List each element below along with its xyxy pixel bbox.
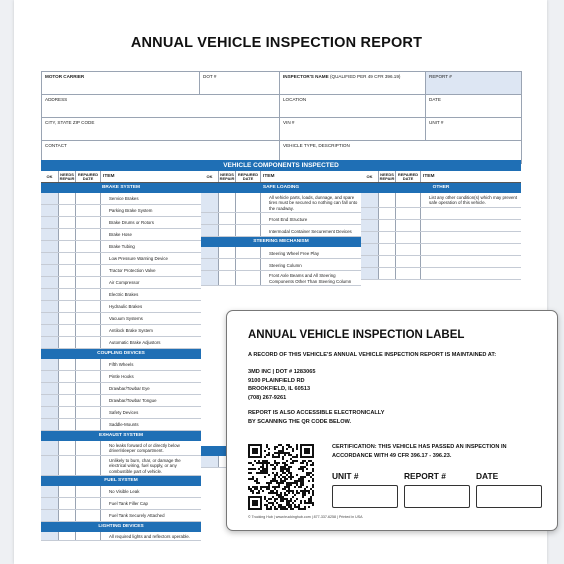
section-header: FUEL SYSTEM: [41, 476, 201, 486]
inspector-field[interactable]: INSPECTOR'S NAME (QUALIFIED PER 49 CFR 396.19): [280, 72, 426, 95]
column-3: [361, 171, 521, 280]
components-title-bar: VEHICLE COMPONENTS INSPECTED: [41, 160, 521, 171]
checklist-item-label: All required lights and reflectors operable.: [109, 534, 191, 540]
label-unit-caption: UNIT #: [332, 471, 359, 481]
col-header-repaired-date: REPAIRED DATE: [76, 171, 101, 182]
ok-checkbox[interactable]: [41, 253, 59, 264]
label-phone: (708) 267-9261: [248, 395, 287, 401]
needs-repair-checkbox[interactable]: [219, 193, 236, 212]
needs-repair-checkbox[interactable]: [219, 213, 236, 224]
ok-checkbox[interactable]: [41, 325, 59, 336]
ok-checkbox[interactable]: [41, 395, 59, 406]
ok-checkbox[interactable]: [41, 313, 59, 324]
checklist-item-blank[interactable]: [421, 220, 521, 231]
checklist-row: [41, 383, 201, 395]
checklist-row: [41, 301, 201, 313]
col-header-ok: OK: [361, 171, 379, 182]
blank-row: [361, 268, 521, 280]
ok-checkbox[interactable]: [361, 193, 379, 207]
checklist-row: [201, 259, 361, 271]
label-cert-1: CERTIFICATION: THIS VEHICLE HAS PASSED AN INSPECTION IN: [332, 444, 507, 450]
checklist-item-label: Fuel Tank Securely Attached: [109, 513, 165, 519]
needs-repair-checkbox[interactable]: [59, 395, 76, 406]
ok-checkbox[interactable]: [41, 265, 59, 276]
checklist-item-label: Brake Tubing: [109, 244, 135, 250]
repaired-date-cell[interactable]: [76, 498, 101, 509]
blank-row: [361, 232, 521, 244]
checklist-item-blank[interactable]: [421, 268, 521, 279]
section-header: BRAKE SYSTEM: [41, 183, 201, 193]
needs-repair-checkbox[interactable]: [379, 244, 396, 255]
col-header-repaired-date: REPAIRED DATE: [396, 171, 421, 182]
ok-checkbox[interactable]: [361, 256, 379, 267]
needs-repair-checkbox[interactable]: [59, 301, 76, 312]
repaired-date-cell[interactable]: [76, 277, 101, 288]
location-field[interactable]: LOCATION: [280, 95, 426, 118]
repaired-date-cell[interactable]: [76, 486, 101, 497]
repaired-date-cell[interactable]: [76, 456, 101, 475]
checklist-row: [41, 289, 201, 301]
ok-checkbox[interactable]: [41, 337, 59, 348]
repaired-date-cell[interactable]: [396, 256, 421, 267]
checklist-item-label: Vacuum Systems: [109, 316, 143, 322]
checklist-item-label: No Visible Leak: [109, 489, 140, 495]
ok-checkbox[interactable]: [201, 456, 219, 467]
checklist-row: [41, 193, 201, 205]
checklist-row: [41, 253, 201, 265]
col-header-needs-repair: NEEDS REPAIR: [59, 171, 75, 181]
checklist-row: [41, 313, 201, 325]
checklist-item-label: Hydraulic Brakes: [109, 304, 143, 310]
ok-checkbox[interactable]: [361, 220, 379, 231]
checklist-item-label: Automatic Brake Adjustors: [109, 340, 161, 346]
repaired-date-cell[interactable]: [236, 193, 261, 212]
report-header-table: [41, 71, 522, 164]
checklist-item-label: Unlikely to burn, char, or damage the electrical wiring, fuel supply, or any combustible part of vehicle.: [109, 457, 181, 474]
repaired-date-cell[interactable]: [76, 371, 101, 382]
checklist-row: [41, 241, 201, 253]
checklist-item-label: Safety Devices: [109, 410, 139, 416]
repaired-date-cell[interactable]: [236, 225, 261, 236]
repaired-date-cell[interactable]: [396, 268, 421, 279]
repaired-date-cell[interactable]: [76, 395, 101, 406]
col-header-needs-repair: NEEDS REPAIR: [219, 171, 235, 181]
ok-checkbox[interactable]: [41, 456, 59, 475]
checklist-item-label: Drawbar/Towbar Tongue: [109, 398, 157, 404]
section-header: EXHAUST SYSTEM: [41, 431, 201, 441]
ok-checkbox[interactable]: [361, 244, 379, 255]
needs-repair-checkbox[interactable]: [59, 289, 76, 300]
checklist-item-label: Pintle Hooks: [109, 374, 134, 380]
checklist-row: [201, 271, 361, 286]
city-field[interactable]: CITY, STATE ZIP CODE: [42, 118, 280, 141]
repaired-date-cell[interactable]: [76, 359, 101, 370]
checklist-row: [201, 193, 361, 213]
needs-repair-checkbox[interactable]: [59, 441, 76, 455]
repaired-date-cell[interactable]: [76, 510, 101, 521]
needs-repair-checkbox[interactable]: [59, 325, 76, 336]
ok-checkbox[interactable]: [201, 225, 219, 236]
needs-repair-checkbox[interactable]: [59, 383, 76, 394]
repaired-date-cell[interactable]: [76, 337, 101, 348]
repaired-date-cell[interactable]: [396, 220, 421, 231]
needs-repair-checkbox[interactable]: [59, 217, 76, 228]
needs-repair-checkbox[interactable]: [59, 253, 76, 264]
checklist-row: [41, 532, 201, 541]
ok-checkbox[interactable]: [41, 371, 59, 382]
checklist-item-label: Tractor Protection Valve: [109, 268, 156, 274]
needs-repair-checkbox[interactable]: [59, 241, 76, 252]
needs-repair-checkbox[interactable]: [59, 407, 76, 418]
ok-checkbox[interactable]: [361, 268, 379, 279]
repaired-date-cell[interactable]: [396, 244, 421, 255]
checklist-row: [41, 359, 201, 371]
ok-checkbox[interactable]: [361, 208, 379, 219]
checklist-row: [41, 265, 201, 277]
repaired-date-cell[interactable]: [76, 532, 101, 540]
col-header-needs-repair: NEEDS REPAIR: [379, 171, 395, 181]
col-header-repaired-date: REPAIRED DATE: [236, 171, 261, 182]
section-header: SAFE LOADING: [201, 183, 361, 193]
checklist-row: [41, 371, 201, 383]
col-header-item: ITEM: [263, 173, 275, 179]
checklist-row: [41, 498, 201, 510]
repaired-date-cell[interactable]: [236, 259, 261, 270]
col-header-item: ITEM: [423, 173, 435, 179]
contact-field[interactable]: CONTACT: [42, 141, 280, 164]
repaired-date-cell[interactable]: [76, 313, 101, 324]
ok-checkbox[interactable]: [41, 510, 59, 521]
section-header: COUPLING DEVICES: [41, 349, 201, 359]
column-header: [41, 171, 201, 183]
blank-row: [361, 208, 521, 220]
needs-repair-checkbox[interactable]: [59, 193, 76, 204]
checklist-item-label: Brake Hose: [109, 232, 132, 238]
label-cert-2: ACCORDANCE WITH 49 CFR 396.17 - 396.23.: [332, 452, 452, 459]
repaired-date-cell[interactable]: [396, 193, 421, 207]
checklist-row: [41, 407, 201, 419]
ok-checkbox[interactable]: [41, 532, 59, 540]
repaired-date-cell[interactable]: [76, 205, 101, 216]
ok-checkbox[interactable]: [41, 229, 59, 240]
checklist-row: [41, 217, 201, 229]
label-qr-note-1: REPORT IS ALSO ACCESSIBLE ELECTRONICALLY: [248, 410, 385, 416]
column-header: [361, 171, 521, 183]
checklist-item-label: Low Pressure Warning Device: [109, 256, 168, 262]
repaired-date-cell[interactable]: [396, 208, 421, 219]
ok-checkbox[interactable]: [41, 419, 59, 430]
needs-repair-checkbox[interactable]: [59, 229, 76, 240]
ok-checkbox[interactable]: [41, 193, 59, 204]
ok-checkbox[interactable]: [41, 217, 59, 228]
needs-repair-checkbox[interactable]: [379, 208, 396, 219]
unit-field[interactable]: UNIT #: [426, 118, 522, 141]
checklist-item-label: Front End Structure: [269, 216, 308, 222]
label-report-caption: REPORT #: [404, 471, 446, 481]
ok-checkbox[interactable]: [41, 289, 59, 300]
ok-checkbox[interactable]: [201, 259, 219, 270]
date-field[interactable]: DATE: [426, 95, 522, 118]
checklist-row: [41, 277, 201, 289]
needs-repair-checkbox[interactable]: [59, 532, 76, 540]
ok-checkbox[interactable]: [41, 498, 59, 509]
ok-checkbox[interactable]: [41, 205, 59, 216]
vin-field[interactable]: VIN #: [280, 118, 426, 141]
needs-repair-checkbox[interactable]: [59, 456, 76, 475]
ok-checkbox[interactable]: [41, 301, 59, 312]
checklist-item-label: Saddle-Mounts: [109, 422, 139, 428]
label-street: 9100 PLAINFIELD RD: [248, 377, 305, 384]
ok-checkbox[interactable]: [41, 277, 59, 288]
checklist-row: [201, 247, 361, 259]
section-header: STEERING MECHANISM: [201, 237, 361, 247]
repaired-date-cell[interactable]: [76, 193, 101, 204]
checklist-item-label: Air Compressor: [109, 280, 140, 286]
label-title: ANNUAL VEHICLE INSPECTION LABEL: [248, 329, 465, 341]
repaired-date-cell[interactable]: [76, 229, 101, 240]
repaired-date-cell[interactable]: [76, 241, 101, 252]
ok-checkbox[interactable]: [41, 407, 59, 418]
repaired-date-cell[interactable]: [76, 289, 101, 300]
blank-row: [361, 244, 521, 256]
checklist-item-label: Drawbar/Towbar Eye: [109, 386, 150, 392]
label-intro: A RECORD OF THIS VEHICLE'S ANNUAL VEHICLE INSPECTION REPORT IS MAINTAINED AT:: [248, 352, 497, 358]
label-qr-note-2: BY SCANNING THE QR CODE BELOW.: [248, 418, 352, 425]
checklist-item-label: Steering Wheel Free Play: [269, 250, 320, 256]
checklist-item-blank[interactable]: [421, 232, 521, 243]
checklist-row: [41, 395, 201, 407]
checklist-item-blank[interactable]: [421, 244, 521, 255]
repaired-date-cell[interactable]: [236, 213, 261, 224]
needs-repair-checkbox[interactable]: [379, 193, 396, 207]
repaired-date-cell[interactable]: [76, 325, 101, 336]
needs-repair-checkbox[interactable]: [59, 205, 76, 216]
needs-repair-checkbox[interactable]: [379, 256, 396, 267]
checklist-item-label: Fuel Tank Filler Cap: [109, 501, 148, 507]
col-header-ok: OK: [201, 171, 219, 182]
checklist-item-label: Parking Brake System: [109, 208, 153, 214]
needs-repair-checkbox[interactable]: [59, 337, 76, 348]
blank-row: [361, 220, 521, 232]
repaired-date-cell[interactable]: [396, 232, 421, 243]
ok-checkbox[interactable]: [41, 486, 59, 497]
ok-checkbox[interactable]: [201, 193, 219, 212]
checklist-row: [41, 510, 201, 522]
repaired-date-cell[interactable]: [76, 265, 101, 276]
vehicle-type-field[interactable]: VEHICLE TYPE, DESCRIPTION: [280, 141, 522, 164]
label-unit-box[interactable]: [332, 485, 398, 508]
label-report-box[interactable]: [404, 485, 470, 508]
needs-repair-checkbox[interactable]: [379, 232, 396, 243]
label-city: BROOKFIELD, IL 60513: [248, 386, 311, 392]
section-header: LIGHTING DEVICES: [41, 522, 201, 532]
checklist-row: [41, 486, 201, 498]
repaired-date-cell[interactable]: [76, 419, 101, 430]
checklist-item-label: List any other condition(s) which may prevent safe operation of this vehicle.: [429, 195, 518, 206]
column-header: [201, 171, 361, 183]
needs-repair-checkbox[interactable]: [219, 259, 236, 270]
label-date-box[interactable]: [476, 485, 542, 508]
needs-repair-checkbox[interactable]: [219, 271, 236, 285]
checklist-item-blank[interactable]: [421, 256, 521, 267]
checklist-item-label: Brake Drums or Rotors: [109, 220, 154, 226]
needs-repair-checkbox[interactable]: [59, 510, 76, 521]
repaired-date-cell[interactable]: [76, 441, 101, 455]
needs-repair-checkbox[interactable]: [59, 265, 76, 276]
repaired-date-cell[interactable]: [236, 247, 261, 258]
repaired-date-cell[interactable]: [76, 383, 101, 394]
needs-repair-checkbox[interactable]: [219, 247, 236, 258]
ok-checkbox[interactable]: [41, 359, 59, 370]
needs-repair-checkbox[interactable]: [379, 220, 396, 231]
checklist-row: [201, 225, 361, 237]
checklist-row: [361, 193, 521, 208]
section-header: OTHER: [361, 183, 521, 193]
checklist-row: [41, 325, 201, 337]
checklist-item-blank[interactable]: [421, 208, 521, 219]
label-company: 3MD INC | DOT # 1283065: [248, 369, 316, 375]
inspection-label-card: [226, 310, 558, 531]
col-header-item: ITEM: [103, 173, 115, 179]
ok-checkbox[interactable]: [201, 213, 219, 224]
checklist-row: [41, 337, 201, 349]
repaired-date-cell[interactable]: [76, 407, 101, 418]
checklist-item-label: Fifth Wheels: [109, 362, 134, 368]
address-field[interactable]: ADDRESS: [42, 95, 280, 118]
ok-checkbox[interactable]: [201, 271, 219, 285]
needs-repair-checkbox[interactable]: [59, 498, 76, 509]
checklist-item-label: Electric Brakes: [109, 292, 139, 298]
checklist-item-label: Intermodal Container Securement Devices: [269, 228, 352, 234]
ok-checkbox[interactable]: [41, 241, 59, 252]
ok-checkbox[interactable]: [41, 441, 59, 455]
ok-checkbox[interactable]: [41, 383, 59, 394]
blank-row: [361, 256, 521, 268]
checklist-item-label: Front Axle Beams and All Steering Components Other Than Steering Column: [269, 273, 352, 284]
ok-checkbox[interactable]: [361, 232, 379, 243]
checklist-item-label: No leaks forward of or directly below driver/sleeper compartment.: [109, 443, 180, 454]
repaired-date-cell[interactable]: [76, 301, 101, 312]
checklist-item-label: Antilock Brake System: [109, 328, 153, 334]
label-footer: © Trucking Hub | www.truckinghub.com | 877-337-6258 | Printed in USA: [248, 515, 363, 519]
checklist-row: [41, 205, 201, 217]
checklist-row: [41, 456, 201, 476]
col-header-ok: OK: [41, 171, 59, 182]
checklist-item-label: Steering Column: [269, 262, 302, 268]
needs-repair-checkbox[interactable]: [59, 371, 76, 382]
checklist-row: [41, 419, 201, 431]
motor-carrier-field[interactable]: MOTOR CARRIER: [42, 72, 200, 95]
needs-repair-checkbox[interactable]: [59, 486, 76, 497]
needs-repair-checkbox[interactable]: [219, 225, 236, 236]
ok-checkbox[interactable]: [201, 247, 219, 258]
report-title: ANNUAL VEHICLE INSPECTION REPORT: [130, 35, 423, 51]
repaired-date-cell[interactable]: [76, 217, 101, 228]
repaired-date-cell[interactable]: [236, 271, 261, 285]
needs-repair-checkbox[interactable]: [59, 277, 76, 288]
qr-code-icon[interactable]: [248, 444, 314, 510]
label-date-caption: DATE: [476, 471, 499, 481]
checklist-row: [201, 213, 361, 225]
needs-repair-checkbox[interactable]: [59, 313, 76, 324]
report-number-field[interactable]: REPORT #: [426, 72, 522, 95]
dot-field[interactable]: DOT #: [200, 72, 280, 95]
needs-repair-checkbox[interactable]: [59, 419, 76, 430]
checklist-item-label: All vehicle parts, loads, dunnage, and spare tires must be secured so nothing can fall onto the roadway.: [269, 195, 358, 211]
checklist-row: [41, 229, 201, 241]
checklist-row: [41, 441, 201, 456]
checklist-item-label: Service Brakes: [109, 196, 139, 202]
needs-repair-checkbox[interactable]: [379, 268, 396, 279]
repaired-date-cell[interactable]: [76, 253, 101, 264]
column-1: [41, 171, 201, 541]
needs-repair-checkbox[interactable]: [59, 359, 76, 370]
